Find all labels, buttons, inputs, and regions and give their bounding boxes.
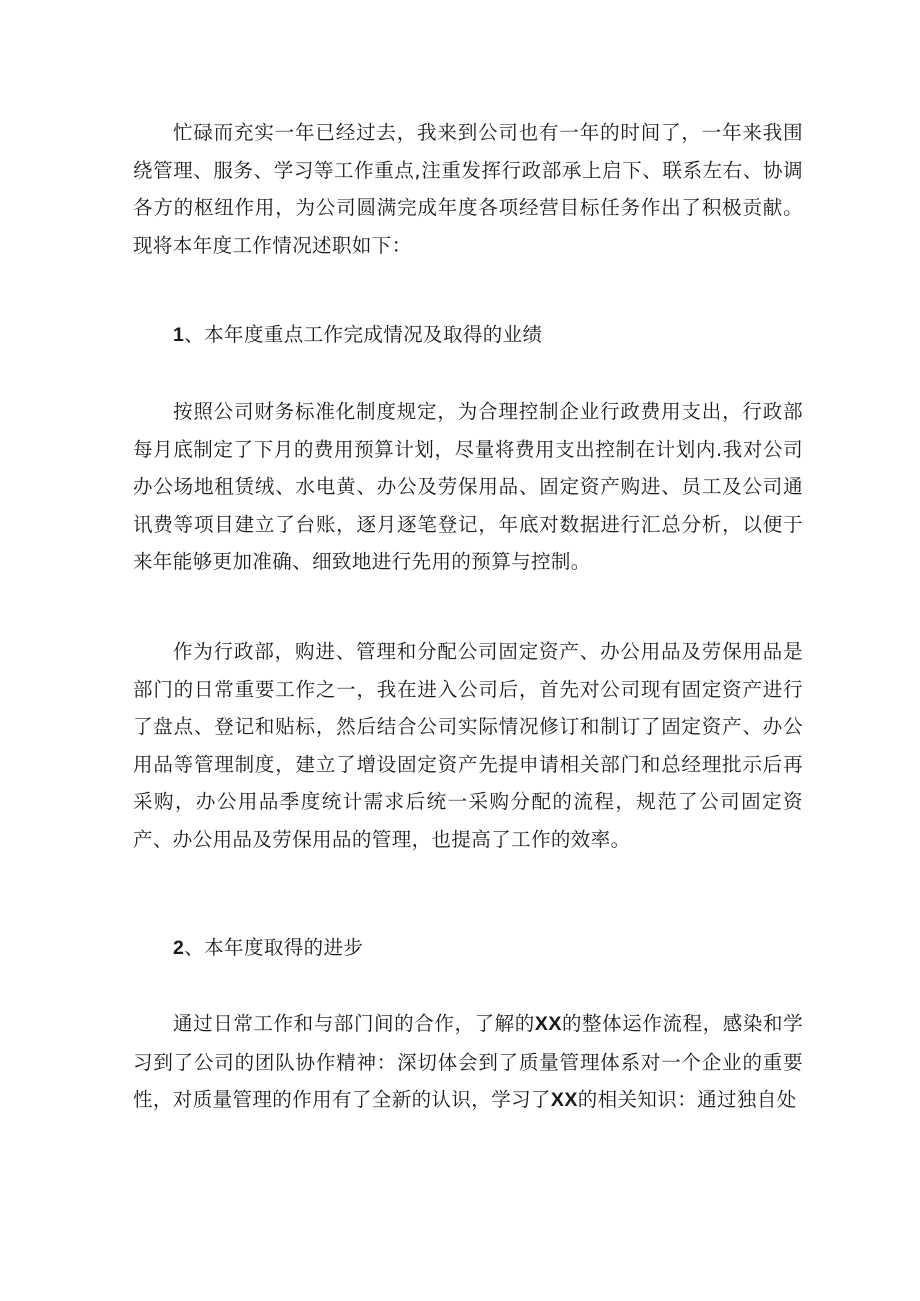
intro-paragraph: 忙碌而充实一年已经过去，我来到公司也有一年的时间了，一年来我围绕管理、服务、学习等工作重点,注重发挥行政部承上启下、联系左右、协调各方的枢纽作用，为公司圆满完成年度各项经营目标任务作出了积极贡献。现将本年度工作情况述职如下： (133, 121, 803, 257)
xx-placeholder-2: XX (550, 1089, 578, 1111)
section-2-title: 、本年度取得的进步 (184, 936, 364, 959)
xx-placeholder-1: XX (534, 1013, 562, 1035)
section-2-text-c: 的相关知识：通过独自处 (577, 1088, 797, 1111)
section-2-paragraph-1 (133, 1005, 803, 1120)
section-2-text-a: 通过日常工作和与部门间的合作，了解的 (173, 1012, 535, 1035)
section-1-heading (173, 316, 542, 355)
section-1-paragraph-2: 作为行政部，购进、管理和分配公司固定资产、办公用品及劳保用品是部门的日常重要工作之一，我在进入公司后，首先对公司现有固定资产进行了盘点、登记和贴标，然后结合公司实际情况修订和制订了固定资产、办公用品等管理制度，建立了增设固定资产先提申请相关部门和总经理批示后再采购，办公用品季度统计需求后统一采购分配的流程，规范了公司固定资产、办公用品及劳保用品的管理，也提高了工作的效率。 (133, 640, 803, 851)
section-1-number: 1 (173, 324, 185, 346)
section-1-title: 、本年度重点工作完成情况及取得的业绩 (184, 323, 543, 346)
section-2-number: 2 (173, 937, 185, 959)
section-1-paragraph-1: 按照公司财务标准化制度规定，为合理控制企业行政费用支出，行政部每月底制定了下月的费用预算计划，尽量将费用支出控制在计划内.我对公司办公场地租赁绒、水电黄、办公及劳保用品、固定资产购进、员工及公司通讯费等项目建立了台账，逐月逐笔登记，年底对数据进行汇总分析，以便于来年能够更加准确、细致地进行先用的预算与控制。 (133, 400, 803, 573)
section-2-heading (173, 929, 363, 968)
section-2-text-b: 的整体运作流程，感染和学习到了公司的团队协作精神：深切体会到了质量管理体系对一个企业的重要性，对质量管理的作用有了全新的认识，学习了 (133, 1012, 803, 1111)
